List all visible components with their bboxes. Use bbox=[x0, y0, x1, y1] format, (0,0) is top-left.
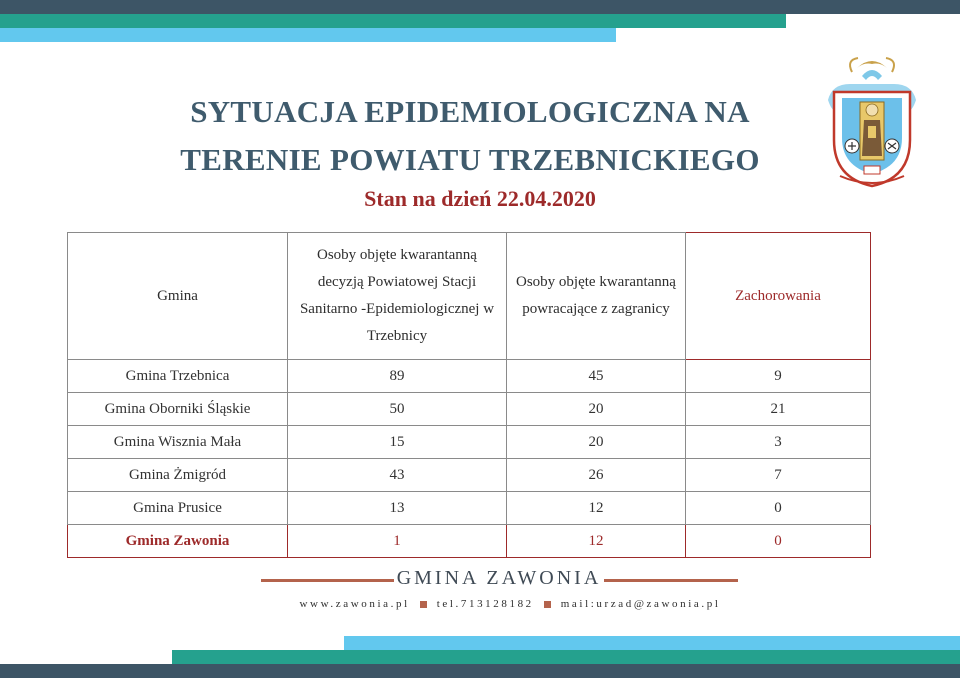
footer-contacts bbox=[230, 598, 790, 610]
bottom-stripe-dark bbox=[0, 664, 960, 678]
title-line-2: TERENIE POWIATU TRZEBNICKIEGO bbox=[180, 142, 760, 177]
cell-quarantine-abroad: 12 bbox=[507, 525, 686, 558]
footer-brand: GMINA ZAWONIA bbox=[396, 567, 602, 589]
cell-quarantine-abroad: 26 bbox=[507, 459, 686, 492]
cell-gmina: Gmina Prusice bbox=[68, 492, 288, 525]
cell-quarantine-abroad: 12 bbox=[507, 492, 686, 525]
cell-gmina: Gmina Oborniki Śląskie bbox=[68, 393, 288, 426]
top-stripe-blue bbox=[0, 28, 616, 42]
cell-gmina: Gmina Zawonia bbox=[68, 525, 288, 558]
cell-quarantine-abroad: 45 bbox=[507, 360, 686, 393]
date-subtitle: Stan na dzień 22.04.2020 bbox=[364, 186, 596, 211]
bottom-stripe-teal bbox=[172, 650, 960, 664]
cell-gmina: Gmina Wisznia Mała bbox=[68, 426, 288, 459]
top-stripe-dark bbox=[0, 0, 960, 14]
page-title bbox=[90, 88, 850, 184]
email-link[interactable]: mail:urzad@zawonia.pl bbox=[560, 598, 721, 610]
top-stripe-teal bbox=[0, 14, 786, 28]
title-line-1: SYTUACJA EPIDEMIOLOGICZNA NA bbox=[190, 94, 750, 129]
cell-quarantine-abroad: 20 bbox=[507, 393, 686, 426]
epidemic-table bbox=[67, 232, 871, 558]
table-row bbox=[68, 492, 871, 525]
table-row bbox=[68, 426, 871, 459]
cell-cases: 0 bbox=[686, 525, 871, 558]
cell-quarantine-abroad: 20 bbox=[507, 426, 686, 459]
table-row-highlighted bbox=[68, 525, 871, 558]
cell-quarantine-decision: 1 bbox=[288, 525, 507, 558]
table-row bbox=[68, 459, 871, 492]
phone-number: tel.713128182 bbox=[436, 598, 534, 610]
cell-gmina: Gmina Żmigród bbox=[68, 459, 288, 492]
cell-cases: 0 bbox=[686, 492, 871, 525]
header-quarantine-abroad: Osoby objęte kwarantanną powracające z zagranicy bbox=[507, 233, 686, 360]
bottom-stripe-blue bbox=[344, 636, 960, 650]
cell-gmina: Gmina Trzebnica bbox=[68, 360, 288, 393]
footer-divider-right bbox=[604, 579, 738, 582]
header-quarantine-decision: Osoby objęte kwarantanną decyzją Powiatowej Stacji Sanitarno -Epidemiologicznej w Trzebnicy bbox=[288, 233, 507, 360]
cell-cases: 7 bbox=[686, 459, 871, 492]
header-cases: Zachorowania bbox=[686, 233, 871, 360]
cell-quarantine-decision: 50 bbox=[288, 393, 507, 426]
table-row bbox=[68, 360, 871, 393]
header-gmina: Gmina bbox=[68, 233, 288, 360]
square-bullet-icon bbox=[544, 601, 551, 608]
website-link[interactable]: www.zawonia.pl bbox=[299, 598, 410, 610]
square-bullet-icon bbox=[420, 601, 427, 608]
cell-quarantine-decision: 15 bbox=[288, 426, 507, 459]
cell-cases: 21 bbox=[686, 393, 871, 426]
cell-cases: 3 bbox=[686, 426, 871, 459]
cell-cases: 9 bbox=[686, 360, 871, 393]
table-row bbox=[68, 393, 871, 426]
footer-divider-left bbox=[261, 579, 394, 582]
coat-of-arms-icon bbox=[822, 50, 922, 192]
table-header-row bbox=[68, 233, 871, 360]
cell-quarantine-decision: 89 bbox=[288, 360, 507, 393]
cell-quarantine-decision: 13 bbox=[288, 492, 507, 525]
cell-quarantine-decision: 43 bbox=[288, 459, 507, 492]
